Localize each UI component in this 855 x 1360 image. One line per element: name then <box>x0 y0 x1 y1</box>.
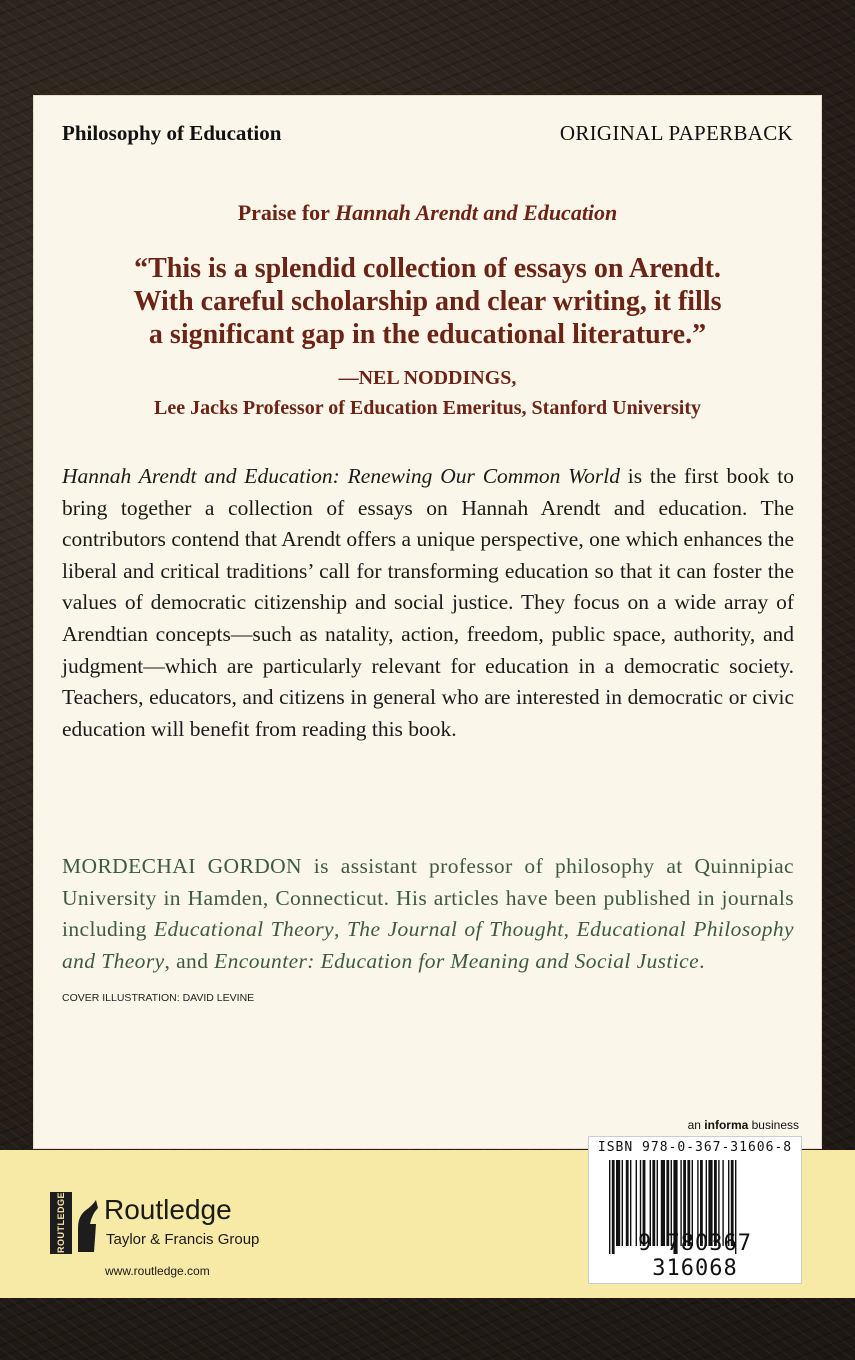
description-text: is the first book to bring together a collection of essays on Hannah Arendt and education. The contributors contend that Arendt offers a unique perspective, one which enhances the liberal and critical traditions’ call for transforming education so that it can foster the values of democratic citizenship and social justice. They focus on a wide array of Arendtian concepts—such as natality, action, freedom, public space, authority, and judgment—which are particularly relevant for education in a democratic society. Teachers, educators, and citizens in general who are interested in democratic or civic education will benefit from reading this book. <box>62 464 794 741</box>
quote-attribution <box>34 363 821 423</box>
quote-line: a significant gap in the educational literature.” <box>148 319 707 350</box>
author-bio <box>62 851 794 977</box>
barcode-digits: 9 780367 316068 <box>638 1231 752 1281</box>
quote-author: —NEL NODDINGS, <box>338 367 517 389</box>
praise-quote <box>34 252 821 351</box>
series-title: Philosophy of Education <box>62 121 282 145</box>
isbn-barcode <box>588 1136 802 1284</box>
journal-title: The Journal of Thought <box>346 917 564 942</box>
publisher-logo <box>50 1192 280 1262</box>
edition-label: ORIGINAL PAPERBACK <box>559 121 793 145</box>
journal-title: Educational Philosophy and Theory <box>62 917 794 973</box>
cover-illustration-credit: COVER ILLUSTRATION: DAVID LEVINE <box>62 992 255 1004</box>
publisher-website: www.routledge.com <box>105 1264 210 1278</box>
bio-separator: , <box>563 917 577 942</box>
routledge-mark-icon <box>50 1192 72 1254</box>
quote-affiliation: Lee Jacks Professor of Education Emeritus, Stanford University <box>153 397 701 419</box>
bio-end: . <box>699 948 705 973</box>
journal-title: Encounter: Education for Meaning and Social Justice <box>214 948 700 973</box>
bio-separator: , and <box>164 948 215 973</box>
informa-tagline <box>688 1118 799 1132</box>
publisher-group: Taylor & Francis Group <box>106 1231 260 1248</box>
author-name: MORDECHAI GORDON <box>62 854 302 878</box>
mark-text: ROUTLEDGE <box>56 1192 66 1254</box>
quote-line: With careful scholarship and clear writing, it fills <box>133 286 722 317</box>
book-description <box>62 461 794 745</box>
informa-prefix: an <box>687 1118 705 1132</box>
book-title: Hannah Arendt and Education: Renewing Our Common World <box>62 464 620 488</box>
bio-separator: , <box>333 917 347 942</box>
quote-line: “This is a splendid collection of essays on Arendt. <box>134 253 721 284</box>
praise-book-title: Hannah Arendt and Education <box>335 200 618 225</box>
publisher-name: Routledge <box>104 1194 232 1225</box>
praise-heading <box>34 200 821 226</box>
informa-brand: informa <box>704 1118 749 1132</box>
routledge-figure-icon <box>76 1198 100 1254</box>
informa-suffix: business <box>748 1118 799 1132</box>
header-row <box>62 121 793 149</box>
praise-label: Praise for <box>237 200 336 225</box>
bio-text: is assistant professor of philosophy at Quinnipiac University in Hamden, Connecticut. His articles have been published in journals including <box>62 854 794 942</box>
isbn-label: ISBN 978-0-367-31606-8 <box>597 1140 793 1155</box>
journal-title: Educational Theory <box>154 917 334 942</box>
